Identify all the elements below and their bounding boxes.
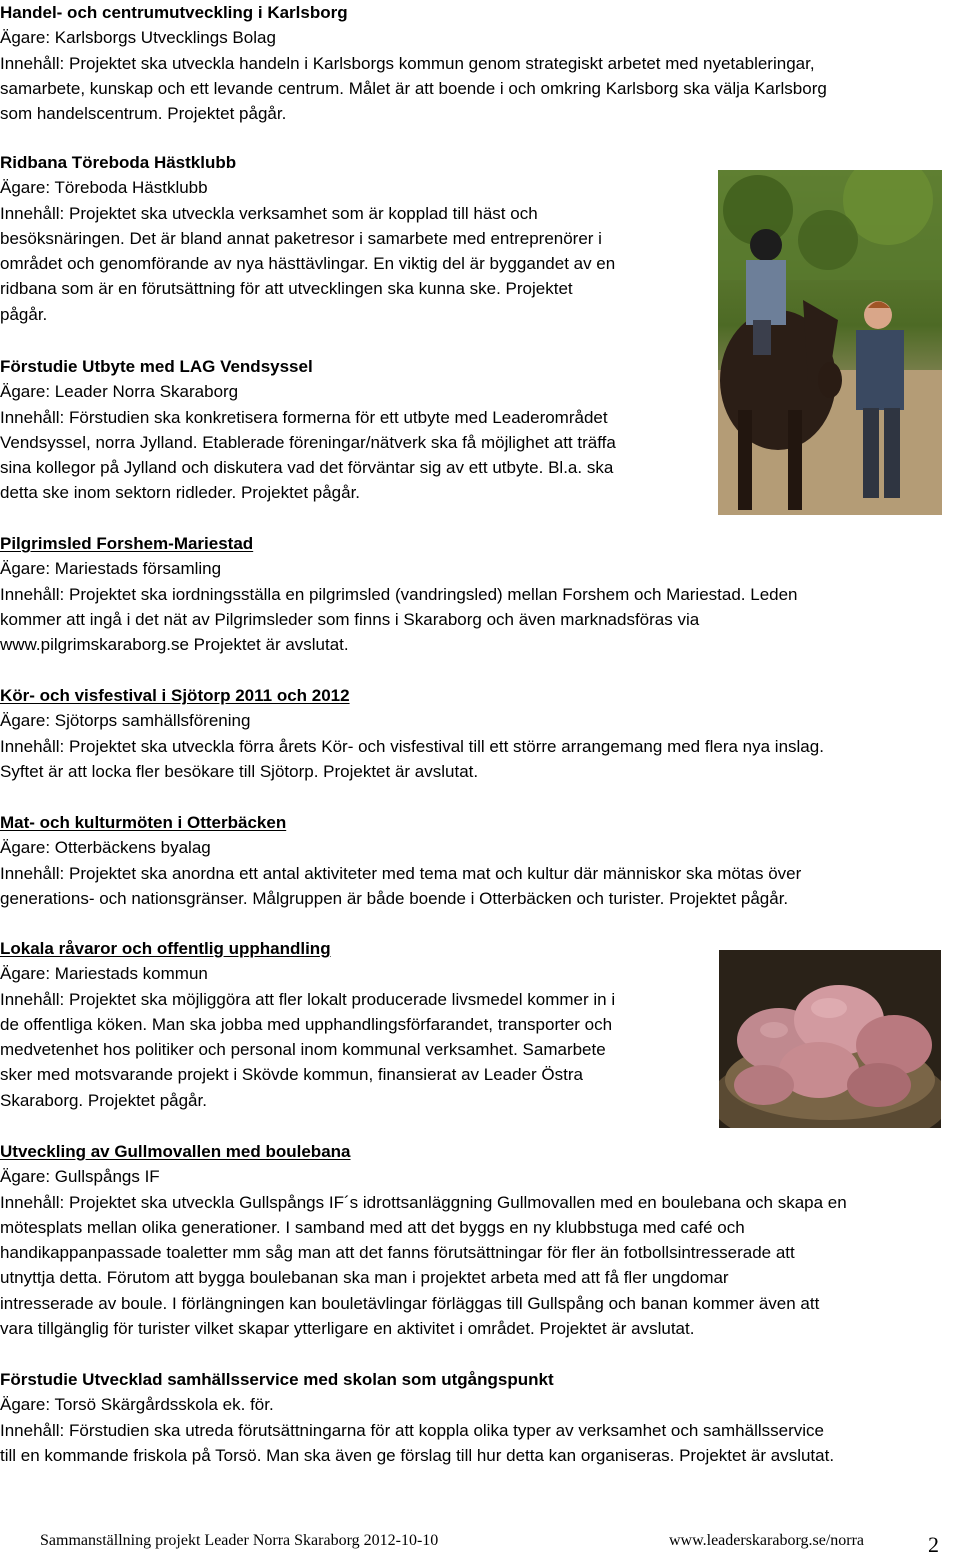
section-line: Innehåll: Projektet ska utveckla Gullspångs IF´s idrottsanläggning Gullmovallen med en boulebana och skapa en	[0, 1192, 847, 1212]
section-line: Syftet är att locka fler besökare till Sjötorp. Projektet är avslutat.	[0, 761, 479, 781]
section-title: Handel- och centrumutveckling i Karlsborg	[0, 3, 348, 22]
section-line: pågår.	[0, 304, 48, 324]
section-gullmovallen	[0, 1139, 847, 1341]
section-handel-karlsborg	[0, 0, 827, 126]
section-line: området och genomförande av nya hästtävlingar. En viktig del är byggandet av en	[0, 254, 616, 274]
section-line: Innehåll: Projektet ska utveckla handeln i Karlsborgs kommun genom strategiskt arbetet med nyetableringar,	[0, 53, 815, 73]
section-mat-kultur	[0, 810, 801, 911]
footer-left-text: Sammanställning projekt Leader Norra Skaraborg 2012-10-10	[40, 1532, 439, 1549]
section-title: Pilgrimsled Forshem-Mariestad	[0, 534, 254, 553]
footer-url: www.leaderskaraborg.se/norra	[669, 1532, 865, 1549]
section-line: vara tillgänglig för turister vilket skapar ytterligare en aktivitet i området. Projektet är avslutat.	[0, 1319, 695, 1339]
section-line: utnyttja detta. Förutom att bygga boulebanan ska man i projektet arbeta med att få fler ungdomar	[0, 1268, 729, 1288]
section-line: kommer att ingå i det nät av Pilgrimsleder som finns i Skaraborg och även marknadsföras via	[0, 609, 700, 629]
section-line: de offentliga köken. Man ska jobba med upphandlingsförfarandet, transporter och	[0, 1014, 613, 1034]
potatoes-photo	[719, 950, 941, 1128]
section-ridbana	[0, 150, 615, 327]
section-line: sker med motsvarande projekt i Skövde kommun, finansierat av Leader Östra	[0, 1065, 583, 1085]
section-line: till en kommande friskola på Torsö. Man ska även ge förslag till hur detta kan organiseras. Projektet är avslutat.	[0, 1445, 835, 1465]
section-title: Ridbana Töreboda Hästklubb	[0, 153, 237, 172]
section-line: www.pilgrimskaraborg.se Projektet är avslutat.	[0, 635, 349, 655]
section-line: Skaraborg. Projektet pågår.	[0, 1090, 207, 1110]
section-line: Innehåll: Projektet ska möjliggöra att fler lokalt producerade livsmedel kommer in i	[0, 989, 616, 1009]
section-line: Innehåll: Projektet ska anordna ett antal aktiviteter med tema mat och kultur där människor ska mötas över	[0, 863, 802, 883]
section-owner: Ägare: Sjötorps samhällsförening	[0, 711, 251, 731]
section-owner: Ägare: Mariestads kommun	[0, 964, 208, 984]
section-lokala-ravaror	[0, 936, 615, 1113]
section-line: Innehåll: Förstudien ska utreda förutsättningarna för att koppla olika typer av verksamhet och samhällsservice	[0, 1420, 824, 1440]
section-line: Innehåll: Förstudien ska konkretisera formerna för ett utbyte med Leaderområdet	[0, 407, 608, 427]
section-title: Förstudie Utvecklad samhällsservice med skolan som utgångspunkt	[0, 1370, 554, 1389]
section-owner: Ägare: Gullspångs IF	[0, 1167, 160, 1187]
section-line: detta ske inom sektorn ridleder. Projektet pågår.	[0, 483, 361, 503]
section-title: Kör- och visfestival i Sjötorp 2011 och 2012	[0, 686, 350, 705]
section-line: handikappanpassade toaletter mm såg man att det fanns förutsättningar för fler än fotbollsintresserade att	[0, 1243, 795, 1263]
section-title: Lokala råvaror och offentlig upphandling	[0, 939, 331, 958]
section-pilgrimsled	[0, 531, 798, 657]
section-line: Innehåll: Projektet ska iordningsställa en pilgrimsled (vandringsled) mellan Forshem och Mariestad. Leden	[0, 584, 798, 604]
section-forstudie-samhallsservice	[0, 1367, 834, 1468]
section-line: mötesplats mellan olika generationer. I samband med att det byggs en ny klubbstuga med café och	[0, 1217, 745, 1237]
section-kor-visfestival	[0, 683, 824, 784]
section-owner: Ägare: Karlsborgs Utvecklings Bolag	[0, 28, 276, 48]
page-number: 2	[928, 1532, 939, 1557]
section-title: Mat- och kulturmöten i Otterbäcken	[0, 813, 287, 832]
section-owner: Ägare: Leader Norra Skaraborg	[0, 382, 239, 402]
section-line: medvetenhet hos politiker och personal inom kommunal verksamhet. Samarbete	[0, 1040, 606, 1060]
section-line: Vendsyssel, norra Jylland. Etablerade föreningar/nätverk ska få möjlighet att träffa	[0, 432, 616, 452]
section-line: intresserade av boule. I förlängningen kan bouletävlingar förläggas till Gullspång och banan kommer även att	[0, 1293, 820, 1313]
section-owner: Ägare: Mariestads församling	[0, 559, 222, 579]
section-line: besöksnäringen. Det är bland annat paketresor i samarbete med entreprenörer i	[0, 228, 602, 248]
section-owner: Ägare: Töreboda Hästklubb	[0, 178, 208, 198]
section-title: Utveckling av Gullmovallen med boulebana	[0, 1142, 351, 1161]
section-owner: Ägare: Torsö Skärgårdsskola ek. för.	[0, 1395, 274, 1415]
section-line: samarbete, kunskap och ett levande centrum. Målet är att boende i och omkring Karlsborg ska välja Karlsborg	[0, 78, 827, 98]
section-title: Förstudie Utbyte med LAG Vendsyssel	[0, 357, 313, 376]
section-line: som handelscentrum. Projektet pågår.	[0, 104, 287, 124]
section-line: generations- och nationsgränser. Målgruppen är både boende i Otterbäcken och turister. Projektet pågår.	[0, 888, 789, 908]
horse-riding-photo	[718, 170, 942, 515]
section-owner: Ägare: Otterbäckens byalag	[0, 838, 211, 858]
section-forstudie-vendsyssel	[0, 354, 616, 506]
section-line: ridbana som är en förutsättning för att utvecklingen ska kunna ske. Projektet	[0, 279, 573, 299]
section-line: sina kollegor på Jylland och diskutera vad det förväntar sig av ett utbyte. Bl.a. ska	[0, 458, 614, 478]
section-line: Innehåll: Projektet ska utveckla verksamhet som är kopplad till häst och	[0, 203, 538, 223]
section-line: Innehåll: Projektet ska utveckla förra årets Kör- och visfestival till ett större arrangemang med flera nya inslag.	[0, 736, 824, 756]
